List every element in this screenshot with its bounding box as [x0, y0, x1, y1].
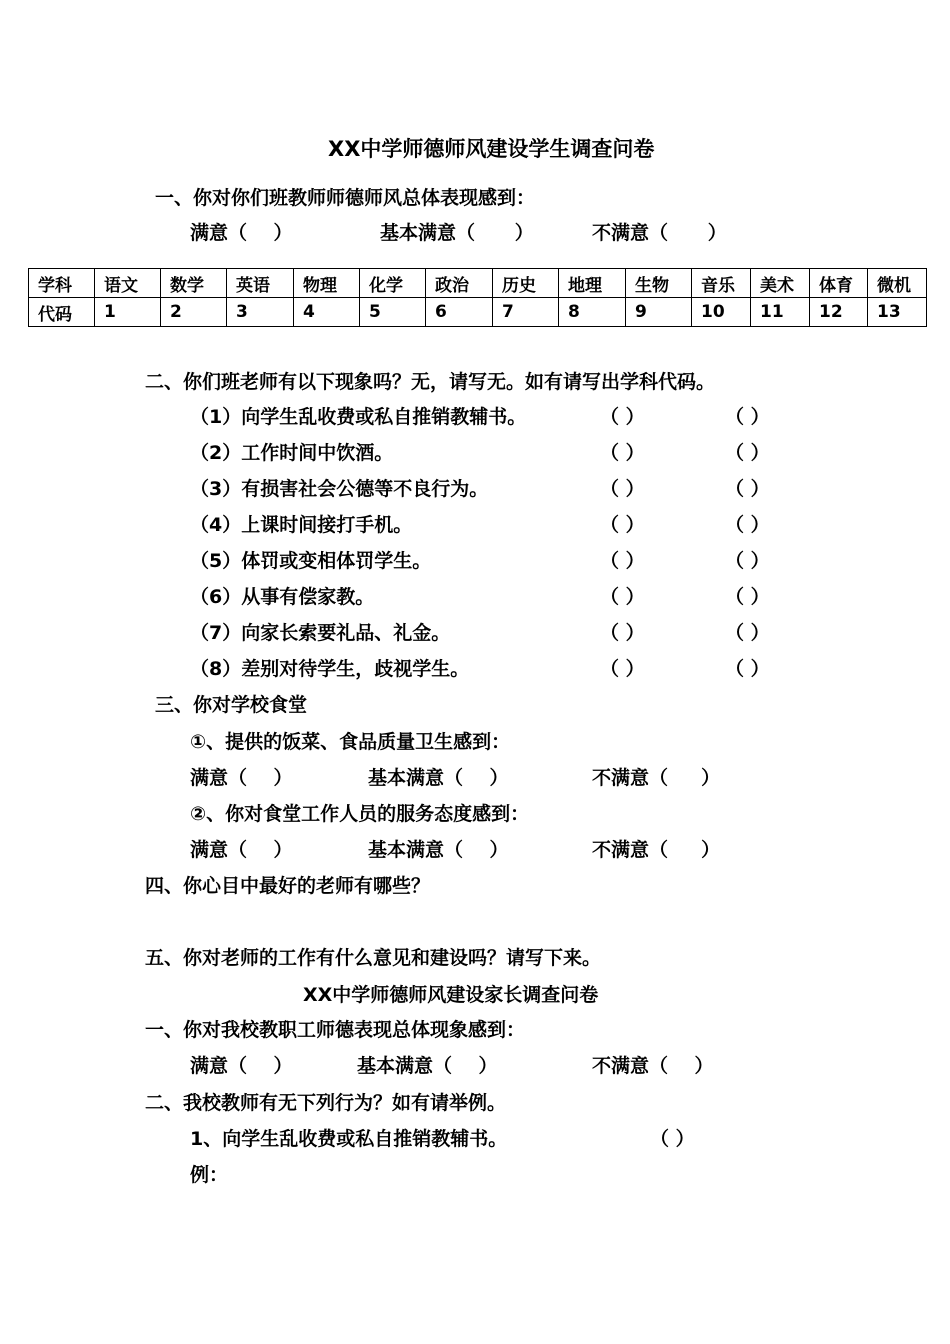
- parent-q1-option-unsatisfied[interactable]: 不满意（ ）: [592, 1055, 714, 1077]
- answer-blank-a[interactable]: （ ）: [600, 586, 645, 608]
- canteen-food-option-satisfied[interactable]: 满意（ ）: [190, 767, 293, 789]
- example-label: 例：: [190, 1164, 229, 1186]
- student-q2-item-2: （2）工作时间中饮酒。: [190, 442, 394, 464]
- student-survey-title: XX中学师德师风建设学生调查问卷: [328, 137, 655, 161]
- student-q3-sub2: ②、你对食堂工作人员的服务态度感到：: [190, 803, 530, 825]
- student-q2-item-7: （7）向家长索要礼品、礼金。: [190, 622, 451, 644]
- code-cell: 4: [294, 298, 360, 327]
- subject-cell: 体育: [810, 269, 868, 298]
- student-q2-item-1: （1）向学生乱收费或私自推销教辅书。: [190, 406, 527, 428]
- code-cell: 11: [751, 298, 810, 327]
- answer-blank-a[interactable]: （ ）: [600, 514, 645, 536]
- parent-answer-blank[interactable]: （ ）: [650, 1128, 695, 1150]
- student-q2-item-5: （5）体罚或变相体罚学生。: [190, 550, 432, 572]
- table-header-subject: 学科: [29, 269, 95, 298]
- canteen-food-option-basic[interactable]: 基本满意（ ）: [368, 767, 509, 789]
- code-cell: 6: [426, 298, 493, 327]
- answer-blank-b[interactable]: （ ）: [725, 658, 770, 680]
- answer-blank-b[interactable]: （ ）: [725, 406, 770, 428]
- subject-cell: 地理: [559, 269, 626, 298]
- parent-q1-option-basic[interactable]: 基本满意（ ）: [357, 1055, 498, 1077]
- student-q1-prompt: 一、你对你们班教师师德师风总体表现感到：: [155, 187, 536, 209]
- answer-blank-a[interactable]: （ ）: [600, 658, 645, 680]
- code-cell: 13: [868, 298, 927, 327]
- student-q1-option-basic[interactable]: 基本满意（ ）: [380, 222, 534, 244]
- student-q3-sub1: ①、提供的饭菜、食品质量卫生感到：: [190, 731, 511, 753]
- subject-cell: 英语: [227, 269, 294, 298]
- subject-cell: 政治: [426, 269, 493, 298]
- canteen-service-option-basic[interactable]: 基本满意（ ）: [368, 839, 509, 861]
- code-cell: 9: [626, 298, 692, 327]
- subject-cell: 历史: [493, 269, 559, 298]
- answer-blank-b[interactable]: （ ）: [725, 514, 770, 536]
- code-cell: 10: [692, 298, 751, 327]
- student-q2-prompt: 二、你们班老师有以下现象吗？无，请写无。如有请写出学科代码。: [145, 371, 716, 393]
- answer-blank-a[interactable]: （ ）: [600, 550, 645, 572]
- code-cell: 3: [227, 298, 294, 327]
- answer-blank-a[interactable]: （ ）: [600, 478, 645, 500]
- table-header-code: 代码: [29, 298, 95, 327]
- subject-cell: 物理: [294, 269, 360, 298]
- code-cell: 5: [360, 298, 426, 327]
- code-row: [29, 298, 927, 327]
- student-q2-item-3: （3）有损害社会公德等不良行为。: [190, 478, 489, 500]
- student-q3-prompt: 三、你对学校食堂: [155, 694, 308, 716]
- subject-cell: 化学: [360, 269, 426, 298]
- canteen-service-option-satisfied[interactable]: 满意（ ）: [190, 839, 293, 861]
- subject-row: [29, 269, 927, 298]
- student-q1-option-unsatisfied[interactable]: 不满意（ ）: [592, 222, 727, 244]
- answer-blank-b[interactable]: （ ）: [725, 550, 770, 572]
- code-cell: 7: [493, 298, 559, 327]
- parent-q2-prompt: 二、我校教师有无下列行为？如有请举例。: [145, 1092, 507, 1114]
- subject-cell: 数学: [161, 269, 227, 298]
- code-cell: 8: [559, 298, 626, 327]
- code-cell: 1: [95, 298, 161, 327]
- student-q1-option-satisfied[interactable]: 满意（ ）: [190, 222, 293, 244]
- parent-q2-item-1: 1、向学生乱收费或私自推销教辅书。: [190, 1128, 508, 1150]
- parent-q1-prompt: 一、你对我校教职工师德表现总体现象感到：: [145, 1019, 526, 1041]
- student-q2-item-8: （8）差别对待学生，歧视学生。: [190, 658, 470, 680]
- subject-code-table: [28, 268, 927, 327]
- answer-blank-b[interactable]: （ ）: [725, 478, 770, 500]
- parent-q1-option-satisfied[interactable]: 满意（ ）: [190, 1055, 293, 1077]
- student-q5-prompt: 五、你对老师的工作有什么意见和建设吗？请写下来。: [145, 947, 602, 969]
- answer-blank-a[interactable]: （ ）: [600, 622, 645, 644]
- answer-blank-b[interactable]: （ ）: [725, 442, 770, 464]
- code-cell: 2: [161, 298, 227, 327]
- subject-cell: 微机: [868, 269, 927, 298]
- student-q4-prompt: 四、你心目中最好的老师有哪些？: [145, 875, 431, 897]
- answer-blank-b[interactable]: （ ）: [725, 622, 770, 644]
- subject-cell: 美术: [751, 269, 810, 298]
- subject-cell: 语文: [95, 269, 161, 298]
- student-q2-item-6: （6）从事有偿家教。: [190, 586, 375, 608]
- code-cell: 12: [810, 298, 868, 327]
- answer-blank-a[interactable]: （ ）: [600, 442, 645, 464]
- subject-cell: 音乐: [692, 269, 751, 298]
- answer-blank-a[interactable]: （ ）: [600, 406, 645, 428]
- answer-blank-b[interactable]: （ ）: [725, 586, 770, 608]
- parent-survey-title: XX中学师德师风建设家长调查问卷: [303, 984, 599, 1006]
- student-q2-item-4: （4）上课时间接打手机。: [190, 514, 413, 536]
- subject-cell: 生物: [626, 269, 692, 298]
- canteen-service-option-unsatisfied[interactable]: 不满意（ ）: [592, 839, 721, 861]
- canteen-food-option-unsatisfied[interactable]: 不满意（ ）: [592, 767, 721, 789]
